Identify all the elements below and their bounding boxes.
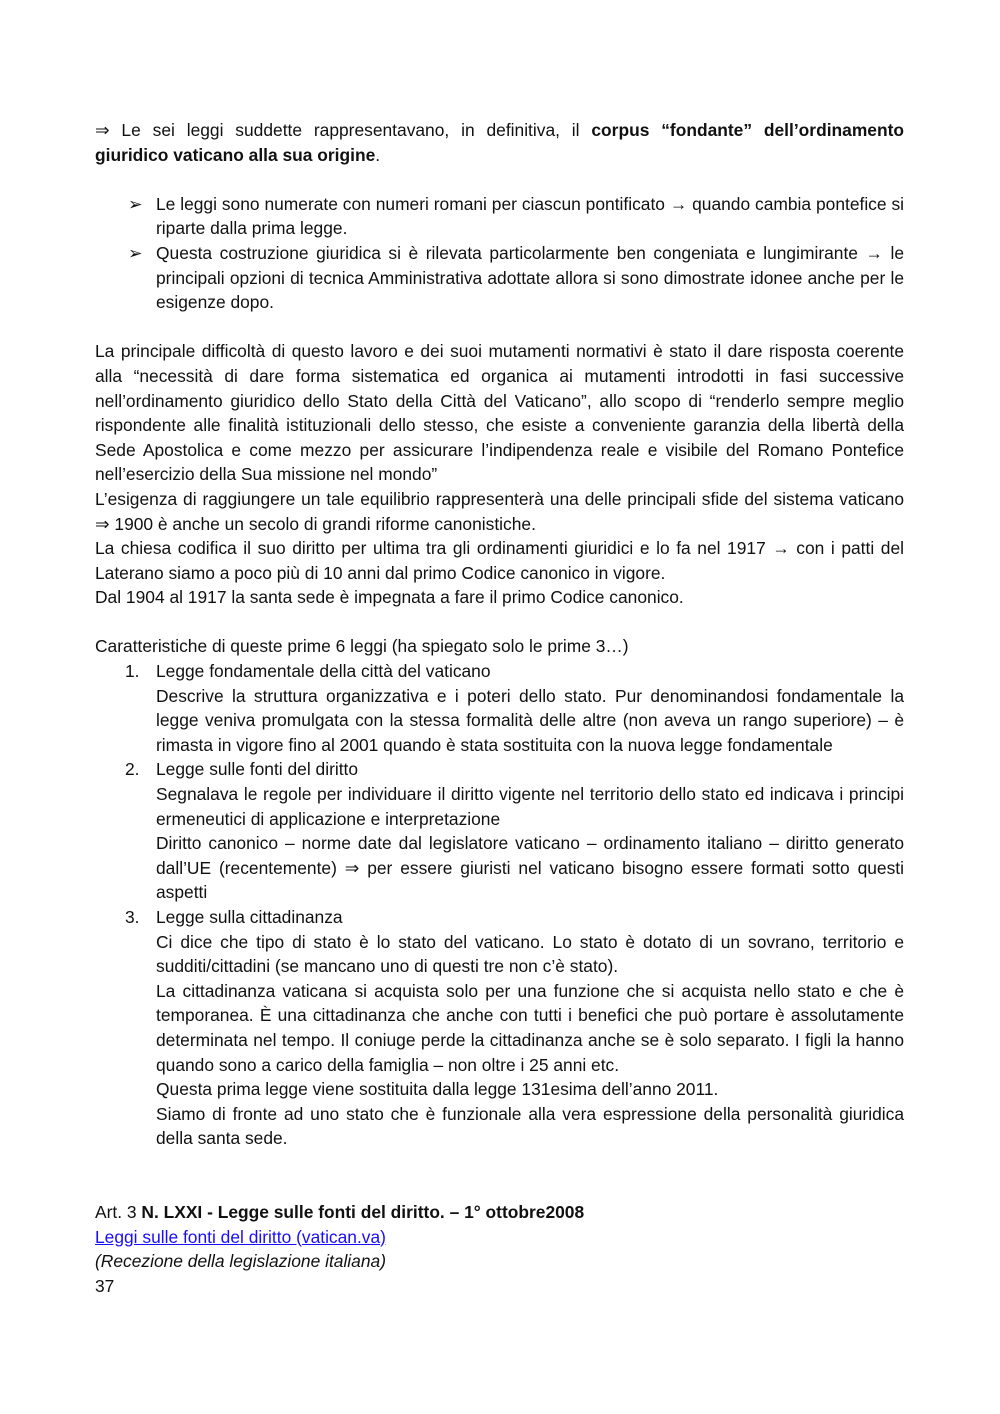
article-title: N. LXXI - Legge sulle fonti del diritto. – 1° ottobre2008: [141, 1201, 585, 1222]
bullet-item: [95, 192, 904, 241]
law-title: Legge sulla cittadinanza: [156, 907, 343, 927]
intro-prefix: ⇒ Le sei leggi suddette rappresentavano, in definitiva, il: [95, 120, 592, 140]
law-text: Questa prima legge viene sostituita dalla legge 131esima dell’anno 2011.: [156, 1079, 719, 1100]
body-paragraph: Dal 1904 al 1917 la santa sede è impegnata a fare il primo Codice canonico.: [95, 587, 684, 608]
spacer: [95, 610, 904, 635]
article-reference: [95, 1200, 904, 1225]
intro-paragraph: [95, 118, 904, 167]
law-item: [95, 757, 904, 905]
law-text: La cittadinanza vaticana si acquista solo per una funzione che si acquista nello stato e che è temporanea. È una cittadinanza che anche con tutti i benefici che può portare è assolutamente determinata nel tempo. Il coniuge perde la cittadinanza anche se è solo separato. I figli la hanno quando sono a carico della famiglia – non oltre i 25 anni etc.: [156, 980, 904, 1075]
body-paragraph: La chiesa codifica il suo diritto per ultima tra gli ordinamenti giuridici e lo fa nel 1917 → con i patti del Laterano siamo a poco più di 10 anni dal primo Codice canonico in vigore.: [95, 538, 904, 583]
intro-suffix: .: [375, 144, 381, 165]
law-item: [95, 659, 904, 757]
article-prefix: Art. 3: [95, 1201, 142, 1222]
intro-bold: corpus “fondante” dell’ordinamento giuridico vaticano alla sua origine: [95, 120, 904, 165]
law-number: 3.: [125, 907, 140, 927]
italic-note: (Recezione della legislazione italiana): [95, 1251, 386, 1272]
body-paragraph: La principale difficoltà di questo lavoro e dei suoi mutamenti normativi è stato il dare risposta coerente alla “necessità di dare forma sistematica ed organica ai mutamenti introdotti in fasi successive nell’ordinamento giuridico dello Stato della Città del Vaticano”, allo scopo di “renderlo sempre meglio rispondente alle finalità istituzionali dello stesso, che esiste a conveniente garanzia della libertà della Sede Apostolica e come mezzo per assicurare l’indipendenza reale e visibile del Romano Pontefice nell’esercizio della Sua missione nel mondo”: [95, 341, 904, 485]
law-text: Ci dice che tipo di stato è lo stato del vaticano. Lo stato è dotato di un sovrano, territorio e sudditi/cittadini (se mancano uno di questi tre non c’è stato).: [156, 931, 904, 977]
law-text: Segnalava le regole per individuare il diritto vigente nel territorio dello stato ed indicava i principi ermeneutici di applicazione e interpretazione: [156, 784, 904, 829]
vatican-sources-link[interactable]: Leggi sulle fonti del diritto (vatican.va): [95, 1226, 386, 1247]
characteristics-heading: Caratteristiche di queste prime 6 leggi (ha spiegato solo le prime 3…): [95, 636, 629, 657]
law-text: Diritto canonico – norme date dal legislatore vaticano – ordinamento italiano – diritto generato dall’UE (recentemente) ⇒ per essere giuristi nel vaticano bisogno essere formati sotto questi aspetti: [156, 833, 904, 903]
law-item: [95, 905, 904, 1151]
arrow-bullet-icon: ➢: [128, 242, 143, 263]
spacer: [95, 315, 904, 340]
law-text: Siamo di fronte ad uno stato che è funzionale alla vera espressione della personalità giuridica della santa sede.: [156, 1103, 904, 1149]
link-line: [95, 1225, 904, 1250]
arrow-bullet-icon: ➢: [128, 193, 143, 214]
bullet-text: Questa costruzione giuridica si è rilevata particolarmente ben congeniata e lungimirante → le principali opzioni di tecnica Amministrativa adottate allora si sono dimostrate idonee anche per le esigenze dopo.: [156, 242, 904, 313]
law-number: 1.: [125, 661, 140, 682]
bullet-text: Le leggi sono numerate con numeri romani per ciascun pontificato → quando cambia pontefice si riparte dalla prima legge.: [156, 193, 904, 239]
law-text: Descrive la struttura organizzativa e i poteri dello stato. Pur denominandosi fondamentale la legge veniva promulgata con la stessa formalità delle altre (non aveva un rango superiore) – è rimasta in vigore fino al 2001 quando è stata sostituita con la nuova legge fondamentale: [156, 685, 904, 755]
bullet-list: [95, 192, 904, 315]
spacer: [95, 167, 904, 192]
spacer: [95, 1151, 904, 1200]
law-number: 2.: [125, 759, 140, 780]
document-page: [95, 118, 904, 1298]
law-title: Legge fondamentale della città del vaticano: [156, 661, 491, 682]
body-paragraph: L’esigenza di raggiungere un tale equilibrio rappresenterà una delle principali sfide del sistema vaticano ⇒ 1900 è anche un secolo di grandi riforme canonistiche.: [95, 488, 904, 534]
laws-list: [95, 659, 904, 1151]
law-title: Legge sulle fonti del diritto: [156, 759, 359, 780]
page-number: 37: [95, 1275, 115, 1296]
bullet-item: [95, 241, 904, 315]
